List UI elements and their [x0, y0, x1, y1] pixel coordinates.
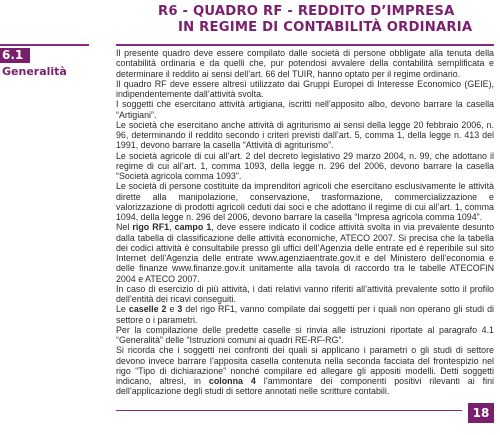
footer-divider [116, 410, 462, 411]
paragraph-text: del rigo RF1, vanno compilate dai soggetti per i quali non operano gli studi di settore o i parametri. [116, 304, 494, 325]
section-name: Generalità [2, 65, 67, 78]
section-heading [0, 44, 89, 82]
bold-term: campo 1 [174, 222, 212, 233]
paragraph-text: e [166, 304, 178, 315]
paragraph: Il quadro RF deve essere altresì utilizzato dai Gruppi Europei di Interesse Economico (GEIE), indipendentemente dall’attività svolta. [116, 78, 494, 99]
paragraph [116, 304, 494, 325]
section-number: 6.1 [0, 48, 30, 63]
bold-term: rigo RF1 [132, 222, 170, 233]
page-number: 18 [468, 403, 494, 423]
page-title-line-1: R6 - QUADRO RF - REDDITO D’IMPRESA [158, 4, 455, 19]
paragraph-text: Nel [116, 222, 133, 233]
bold-term: 3 [177, 304, 183, 315]
paragraph: In caso di esercizio di più attività, i dati relativi vanno riferiti all’attività prevalente sotto il profilo dell’entità dei ricavi conseguiti. [116, 283, 494, 304]
paragraph-text: , [169, 222, 175, 233]
paragraph: Le società di persone costituite da imprenditori agricoli che esercitano esclusivamente le attività dirette alla manipolazione, conservazione, trasformazione, commercializzazione e valorizzazione di prodotti agricoli ceduti dai soci e che adottano il regime di cui all’art. 1, comma 1094, della legge n. 296 del 2006, devono barrare la casella “Impresa agricola comma 1094”. [116, 181, 494, 222]
paragraph-text: l’ammontare dei componenti positivi rilevanti ai fini dell’applicazione degli studi di settore annotati nelle scritture contabili. [116, 376, 495, 397]
body-text [116, 44, 494, 397]
bold-term: colonna 4 [208, 376, 256, 386]
paragraph-text: Si ricorda che i soggetti nei confronti dei quali si applicano i parametri o gli studi di settore devono invece barrare l’apposita casella contenuta nella seconda facciata del frontespizio nel rigo “Tipo di dichiarazione” nonché compilare ed allegare gli appositi modelli. Detti soggetti indicano, altresì, in [116, 345, 494, 386]
paragraph-text: Le [116, 304, 129, 315]
paragraph: Le società agricole di cui all’art. 2 del decreto legislativo 29 marzo 2004, n. 99, che adottano il regime di cui all’art. 1, comma 1093, della legge n. 296 del 2006, devono barrare la casella “Società agricola comma 1093”. [116, 150, 494, 181]
paragraph [116, 222, 494, 284]
page-title-line-2: IN REGIME DI CONTABILITÀ ORDINARIA [178, 20, 473, 35]
paragraph: Per la compilazione delle predette caselle si rinvia alle istruzioni riportate al paragrafo 4.1 “Generalità” delle “Istruzioni comuni ai quadri RE-RF-RG”. [116, 324, 494, 345]
paragraph: Le società che esercitano anche attività di agriturismo ai sensi della legge 20 febbraio 2006, n. 96, determinando il reddito secondo i criteri previsti dall’art. 5, comma 1, della legge n. 413 del 1991, devono barrare la casella “Attività di agriturismo”. [116, 119, 494, 151]
paragraph [116, 345, 494, 396]
paragraph: Il presente quadro deve essere compilato dalle società di persone obbligate alla tenuta della contabilità ordinaria e da quelli che, pur potendosi avvalere della contabilità semplificata e determinare il reddito ai sensi dell’art. 66 del TUIR, hanno optato per il regime ordinario. [116, 48, 494, 79]
paragraph-text: , deve essere indicato il codice attività svolta in via prevalente desunto dalla tabella di classificazione delle attività economiche, ATECO 2007. Si precisa che la tabella dei codici attività è consultabile presso gli uffici dell’Agenzia delle entrate ed è reperibile sul sito Internet dell’Agenzia delle entrate www.agenziaentrate.gov.it e del Ministero dell’economia e delle finanze www.finanze.gov.it unitamente alla tavola di raccordo tra le tabelle ATECOFIN 2004 e ATECO 2007. [116, 222, 495, 284]
paragraph: I soggetti che esercitano attività artigiana, iscritti nell’apposito albo, devono barrare la casella “Artigiani”. [116, 99, 494, 120]
page-title [158, 4, 488, 36]
bold-term: caselle 2 [128, 304, 167, 315]
